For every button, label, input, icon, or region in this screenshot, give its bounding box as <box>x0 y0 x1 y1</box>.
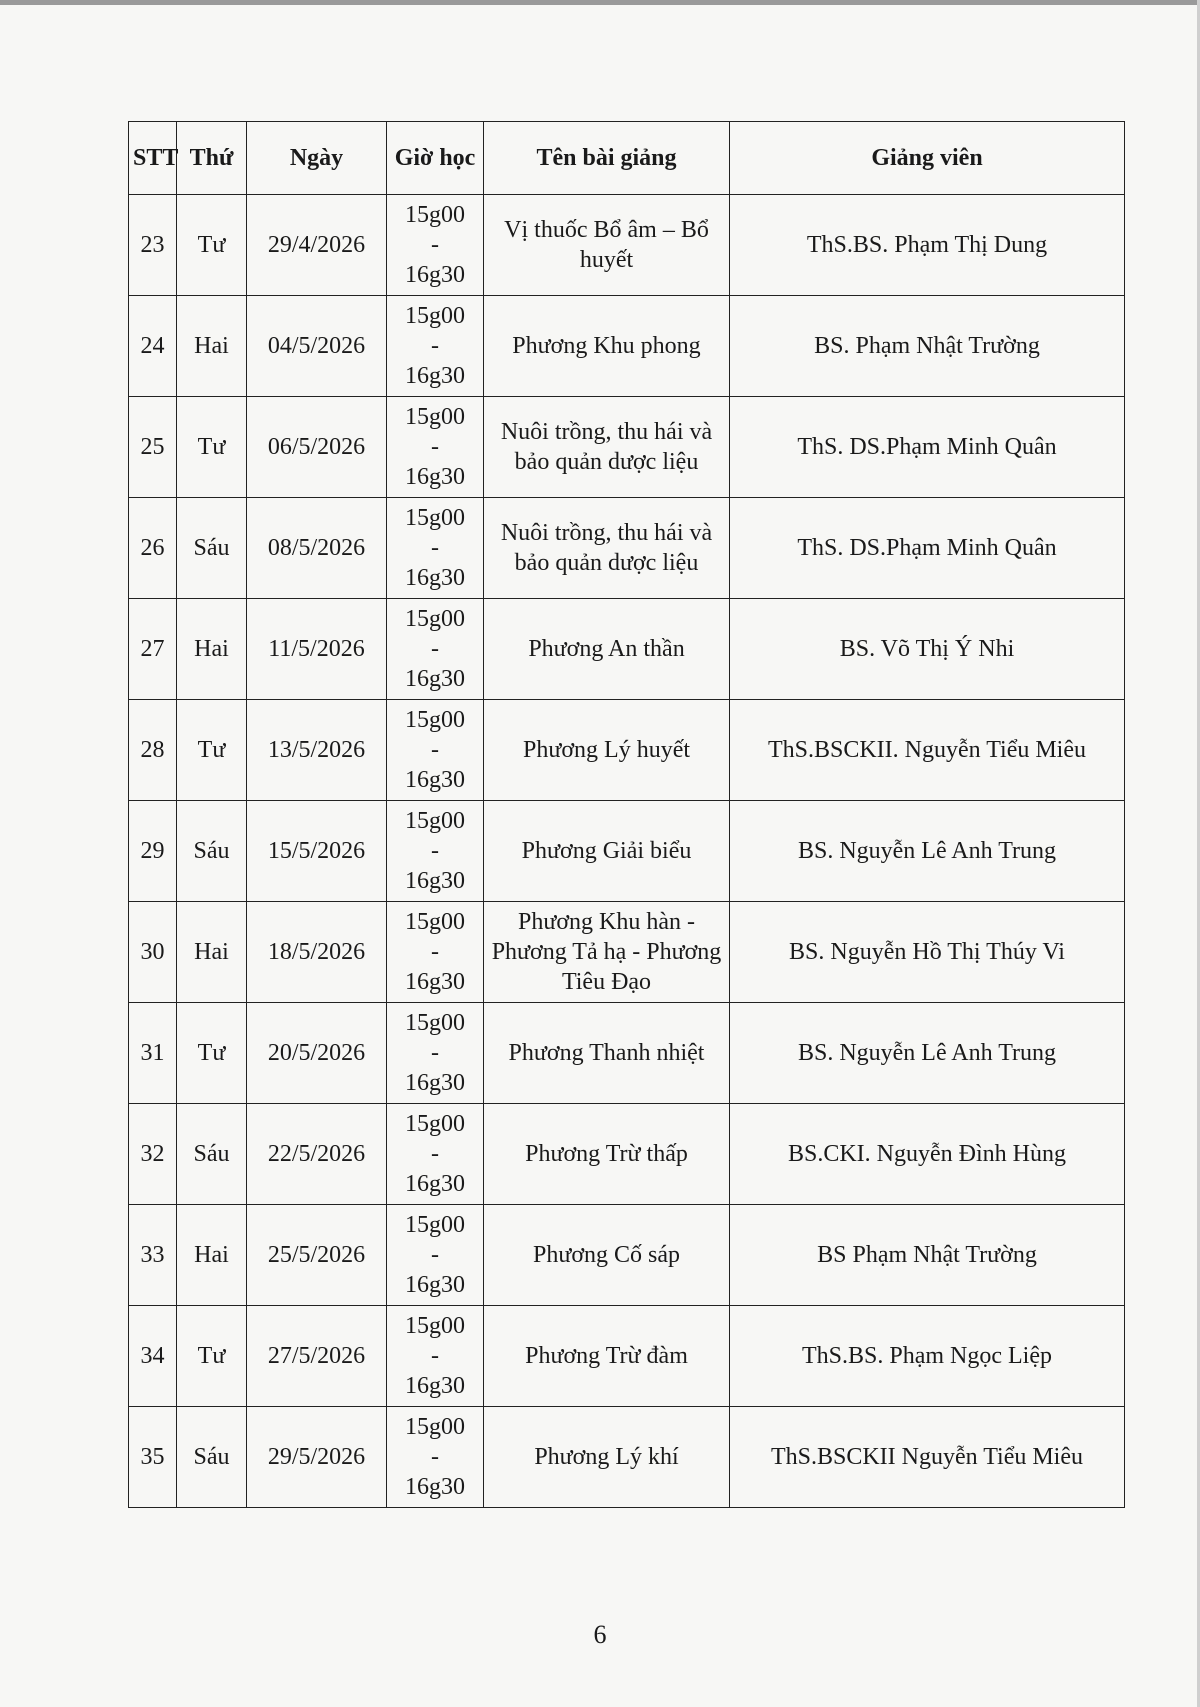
time-end: 16g30 <box>405 262 465 288</box>
time-start: 15g00 <box>405 1414 465 1440</box>
cell-gio-hoc <box>387 1205 484 1306</box>
cell-gio-hoc <box>387 498 484 599</box>
cell-bai-giang: Phương Cố sáp <box>484 1205 730 1306</box>
time-start: 15g00 <box>405 1111 465 1137</box>
cell-thu: Sáu <box>177 1104 247 1205</box>
lecture-schedule-table <box>128 121 1125 1508</box>
cell-bai-giang: Vị thuốc Bổ âm – Bổ huyết <box>484 195 730 296</box>
cell-bai-giang: Phương Lý huyết <box>484 700 730 801</box>
time-sep: - <box>431 1242 439 1268</box>
time-end: 16g30 <box>405 767 465 793</box>
time-sep: - <box>431 737 439 763</box>
cell-giang-vien: ThS. DS.Phạm Minh Quân <box>730 397 1125 498</box>
table-row <box>129 1003 1125 1104</box>
cell-gio-hoc <box>387 1104 484 1205</box>
cell-stt: 34 <box>129 1306 177 1407</box>
cell-gio-hoc <box>387 902 484 1003</box>
cell-stt: 25 <box>129 397 177 498</box>
time-sep: - <box>431 1040 439 1066</box>
time-sep: - <box>431 1444 439 1470</box>
cell-stt: 32 <box>129 1104 177 1205</box>
cell-stt: 24 <box>129 296 177 397</box>
cell-thu: Tư <box>177 1003 247 1104</box>
time-sep: - <box>431 434 439 460</box>
time-start: 15g00 <box>405 1212 465 1238</box>
time-end: 16g30 <box>405 1272 465 1298</box>
cell-ngay: 15/5/2026 <box>247 801 387 902</box>
table-row <box>129 700 1125 801</box>
table-row <box>129 1306 1125 1407</box>
header-giang-vien: Giảng viên <box>730 122 1125 195</box>
cell-gio-hoc <box>387 195 484 296</box>
time-end: 16g30 <box>405 1171 465 1197</box>
table-row <box>129 801 1125 902</box>
table-row <box>129 397 1125 498</box>
cell-bai-giang: Nuôi trồng, thu hái và bảo quản dược liệu <box>484 397 730 498</box>
time-end: 16g30 <box>405 868 465 894</box>
cell-bai-giang: Phương Trừ đàm <box>484 1306 730 1407</box>
cell-giang-vien: ThS.BS. Phạm Ngọc Liệp <box>730 1306 1125 1407</box>
cell-giang-vien: BS. Nguyễn Lê Anh Trung <box>730 801 1125 902</box>
cell-gio-hoc <box>387 296 484 397</box>
cell-giang-vien: BS Phạm Nhật Trường <box>730 1205 1125 1306</box>
time-start: 15g00 <box>405 1313 465 1339</box>
cell-giang-vien: BS. Võ Thị Ý Nhi <box>730 599 1125 700</box>
cell-thu: Tư <box>177 195 247 296</box>
time-sep: - <box>431 232 439 258</box>
cell-giang-vien: ThS.BSCKII. Nguyễn Tiểu Miêu <box>730 700 1125 801</box>
header-ten-bai-giang: Tên bài giảng <box>484 122 730 195</box>
cell-thu: Hai <box>177 902 247 1003</box>
cell-ngay: 08/5/2026 <box>247 498 387 599</box>
cell-stt: 29 <box>129 801 177 902</box>
time-end: 16g30 <box>405 1070 465 1096</box>
time-end: 16g30 <box>405 666 465 692</box>
cell-gio-hoc <box>387 801 484 902</box>
header-thu: Thứ <box>177 122 247 195</box>
time-sep: - <box>431 535 439 561</box>
time-start: 15g00 <box>405 808 465 834</box>
cell-ngay: 13/5/2026 <box>247 700 387 801</box>
cell-stt: 28 <box>129 700 177 801</box>
cell-bai-giang: Nuôi trồng, thu hái và bảo quản dược liệu <box>484 498 730 599</box>
table-row <box>129 1407 1125 1508</box>
cell-ngay: 22/5/2026 <box>247 1104 387 1205</box>
time-sep: - <box>431 333 439 359</box>
table-row <box>129 1104 1125 1205</box>
cell-bai-giang: Phương Lý khí <box>484 1407 730 1508</box>
time-sep: - <box>431 838 439 864</box>
header-gio-hoc: Giờ học <box>387 122 484 195</box>
table-header-row <box>129 122 1125 195</box>
cell-giang-vien: BS. Phạm Nhật Trường <box>730 296 1125 397</box>
cell-giang-vien: ThS. DS.Phạm Minh Quân <box>730 498 1125 599</box>
cell-thu: Hai <box>177 599 247 700</box>
table-row <box>129 195 1125 296</box>
cell-thu: Hai <box>177 296 247 397</box>
cell-ngay: 25/5/2026 <box>247 1205 387 1306</box>
cell-stt: 35 <box>129 1407 177 1508</box>
cell-stt: 31 <box>129 1003 177 1104</box>
cell-ngay: 20/5/2026 <box>247 1003 387 1104</box>
time-start: 15g00 <box>405 707 465 733</box>
time-start: 15g00 <box>405 202 465 228</box>
table-row <box>129 599 1125 700</box>
cell-bai-giang: Phương Khu phong <box>484 296 730 397</box>
time-start: 15g00 <box>405 303 465 329</box>
cell-ngay: 11/5/2026 <box>247 599 387 700</box>
cell-giang-vien: ThS.BS. Phạm Thị Dung <box>730 195 1125 296</box>
cell-thu: Tư <box>177 700 247 801</box>
cell-gio-hoc <box>387 599 484 700</box>
cell-stt: 26 <box>129 498 177 599</box>
header-stt: STT <box>129 122 177 195</box>
time-sep: - <box>431 1141 439 1167</box>
time-end: 16g30 <box>405 565 465 591</box>
cell-thu: Sáu <box>177 1407 247 1508</box>
cell-bai-giang: Phương Thanh nhiệt <box>484 1003 730 1104</box>
time-sep: - <box>431 939 439 965</box>
time-end: 16g30 <box>405 363 465 389</box>
cell-ngay: 04/5/2026 <box>247 296 387 397</box>
time-sep: - <box>431 636 439 662</box>
cell-bai-giang: Phương An thần <box>484 599 730 700</box>
page-number: 6 <box>593 1620 607 1649</box>
time-end: 16g30 <box>405 464 465 490</box>
cell-bai-giang: Phương Giải biểu <box>484 801 730 902</box>
time-end: 16g30 <box>405 1373 465 1399</box>
cell-giang-vien: BS. Nguyễn Lê Anh Trung <box>730 1003 1125 1104</box>
cell-giang-vien: ThS.BSCKII Nguyễn Tiểu Miêu <box>730 1407 1125 1508</box>
cell-giang-vien: BS.CKI. Nguyễn Đình Hùng <box>730 1104 1125 1205</box>
table-row <box>129 1205 1125 1306</box>
cell-bai-giang: Phương Khu hàn - Phương Tả hạ - Phương Tiêu Đạo <box>484 902 730 1003</box>
cell-gio-hoc <box>387 1306 484 1407</box>
time-start: 15g00 <box>405 606 465 632</box>
cell-thu: Tư <box>177 1306 247 1407</box>
cell-ngay: 29/4/2026 <box>247 195 387 296</box>
cell-gio-hoc <box>387 1407 484 1508</box>
cell-thu: Hai <box>177 1205 247 1306</box>
header-ngay: Ngày <box>247 122 387 195</box>
cell-thu: Sáu <box>177 801 247 902</box>
table-row <box>129 498 1125 599</box>
table-row <box>129 902 1125 1003</box>
table-row <box>129 296 1125 397</box>
cell-ngay: 27/5/2026 <box>247 1306 387 1407</box>
cell-ngay: 29/5/2026 <box>247 1407 387 1508</box>
time-start: 15g00 <box>405 404 465 430</box>
cell-giang-vien: BS. Nguyễn Hồ Thị Thúy Vi <box>730 902 1125 1003</box>
cell-gio-hoc <box>387 397 484 498</box>
cell-stt: 33 <box>129 1205 177 1306</box>
time-start: 15g00 <box>405 909 465 935</box>
time-start: 15g00 <box>405 1010 465 1036</box>
cell-thu: Tư <box>177 397 247 498</box>
cell-stt: 23 <box>129 195 177 296</box>
time-start: 15g00 <box>405 505 465 531</box>
cell-bai-giang: Phương Trừ thấp <box>484 1104 730 1205</box>
cell-gio-hoc <box>387 1003 484 1104</box>
cell-ngay: 18/5/2026 <box>247 902 387 1003</box>
cell-gio-hoc <box>387 700 484 801</box>
cell-ngay: 06/5/2026 <box>247 397 387 498</box>
cell-stt: 30 <box>129 902 177 1003</box>
cell-stt: 27 <box>129 599 177 700</box>
time-end: 16g30 <box>405 969 465 995</box>
table-body <box>129 195 1125 1508</box>
time-end: 16g30 <box>405 1474 465 1500</box>
scan-top-edge <box>0 0 1200 5</box>
cell-thu: Sáu <box>177 498 247 599</box>
time-sep: - <box>431 1343 439 1369</box>
